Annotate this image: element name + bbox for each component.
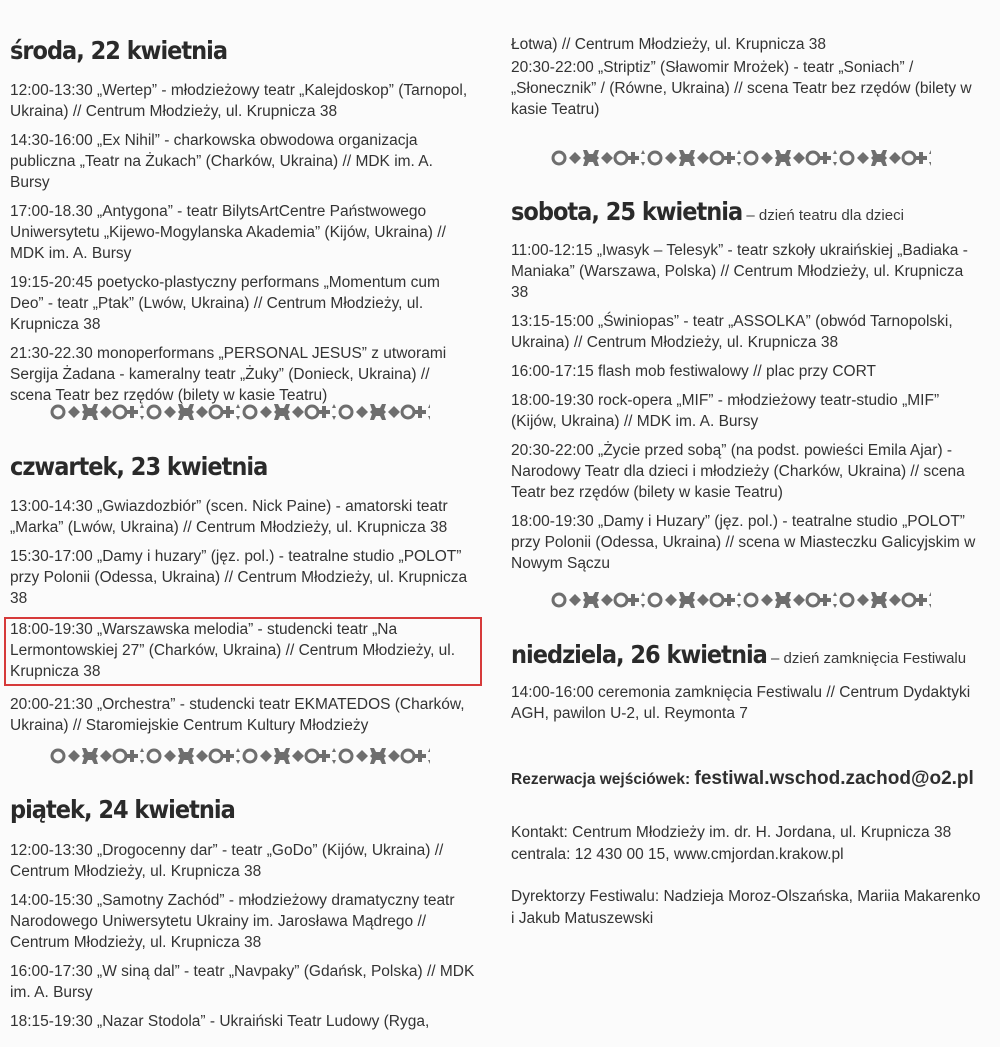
program-entry: 15:30-17:00 „Damy i huzary” (jęz. pol.) - teatralne studio „POLOT” przy Polonii (Odessa, Ukraina) // Centrum Młodzieży, ul. Krupnicza 38 xyxy=(10,548,468,607)
program-entry: 14:00-15:30 „Samotny Zachód” - młodzieżowy dramatyczny teatr Narodowego Uniwersytetu Ukrainy im. Jarosława Mądrego // Centrum Młodzieży, ul. Krupnicza 38 xyxy=(10,892,455,951)
sunday-subtitle: – dzień zamknięcia Festiwalu xyxy=(766,650,967,667)
program-entry: 19:15-20:45 poetycko-plastyczny performans „Momentum cum Deo” - teatr „Ptak” (Lwów, Ukraina) // Centrum Młodzieży, ul. Krupnicza 38 xyxy=(10,274,440,333)
friday-continued-list xyxy=(511,34,981,128)
contact-phone-web: centrala: 12 430 00 15, www.cmjordan.krakow.pl xyxy=(511,846,844,863)
reservation-line xyxy=(511,768,991,790)
program-entry: 20:30-22:00 „Striptiz” (Sławomir Mrożek) - teatr „Soniach” / „Słonecznik” / (Równe, Ukraina) // scena Teatr bez rzędów (bilety w kasie Teatru) xyxy=(511,59,972,118)
program-entry: 13:15-15:00 „Świniopas” - teatr „ASSOLKA” (obwód Tarnopolski, Ukraina) // Centrum Młodzieży, ul. Krupnicza 38 xyxy=(511,313,953,351)
thursday-list xyxy=(10,496,472,744)
friday-list xyxy=(10,840,475,1040)
program-entry: Łotwa) // Centrum Młodzieży, ul. Krupnicza 38 xyxy=(511,36,827,53)
program-entry: 18:00-19:30 rock-opera „MIF” - młodzieżowy teatr-studio „MIF” (Kijów, Ukraina) // MDK im. A. Bursy xyxy=(511,392,940,430)
contact-address: Kontakt: Centrum Młodzieży im. dr. H. Jordana, ul. Krupnicza 38 xyxy=(511,824,952,841)
directors-block xyxy=(511,886,981,930)
folk-ornament-icon xyxy=(50,742,430,770)
reservation-email-link[interactable]: festiwal.wschod.zachod@o2.pl xyxy=(694,768,974,789)
folk-ornament-icon xyxy=(551,144,931,172)
day-heading-wednesday: środa, 22 kwietnia xyxy=(10,36,228,65)
program-entry: 18:00-19:30 „Damy i Huzary” (jęz. pol.) - teatralne studio „POLOT” przy Polonii (Odessa, Ukraina) // scena w Miasteczku Galicyjskim w Nowym Sączu xyxy=(511,513,976,572)
ornament-divider xyxy=(50,398,430,426)
program-entry: 14:30-16:00 „Ex Nihil” - charkowska obwodowa organizacja publiczna „Teatr na Żukach” (Charków, Ukraina) // MDK im. A. Bursy xyxy=(10,132,433,191)
day-heading-sunday xyxy=(511,640,966,674)
program-entry: 21:30-22.30 monoperformans „PERSONAL JESUS” z utworami Sergija Żadana - kameralny teatr „Żuky” (Donieck, Ukraina) // scena Teatr bez rzędów (bilety w kasie Teatru) xyxy=(10,345,447,404)
contact-block xyxy=(511,822,986,866)
folk-ornament-icon xyxy=(50,398,430,426)
program-entry: 12:00-13:30 „Wertep” - młodzieżowy teatr „Kalejdoskop” (Tarnopol, Ukraina) // Centrum Młodzieży, ul. Krupnicza 38 xyxy=(10,82,468,120)
program-entry: 18:15-19:30 „Nazar Stodola” - Ukraiński Teatr Ludowy (Ryga, xyxy=(10,1013,430,1030)
day-heading-thursday: czwartek, 23 kwietnia xyxy=(10,452,268,481)
festival-directors: Dyrektorzy Festiwalu: Nadzieja Moroz-Olszańska, Mariia Makarenko i Jakub Matuszewski xyxy=(511,888,981,927)
program-entry: 17:00-18.30 „Antygona” - teatr BilytsArtCentre Państwowego Uniwersytetu „Kijewo-Mogylanska Akademia” (Kijów, Ukraina) // MDK im. A. Bursy xyxy=(10,203,446,262)
program-entry: 14:00-16:00 ceremonia zamknięcia Festiwalu // Centrum Dydaktyki AGH, pawilon U-2, ul. Reymonta 7 xyxy=(511,684,971,722)
program-entry: 16:00-17:30 „W siną dal” - teatr „Navpaky” (Gdańsk, Polska) // MDK im. A. Bursy xyxy=(10,963,475,1001)
ornament-divider xyxy=(551,144,931,172)
reservation-label: Rezerwacja wejściówek: xyxy=(511,771,695,788)
program-entry: 11:00-12:15 „Iwasyk – Telesyk” - teatr szkoły ukraińskiej „Badiaka -Maniaka” (Warszawa, Polska) // Centrum Młodzieży, ul. Krupnicza 38 xyxy=(511,242,968,301)
saturday-title: sobota, 25 kwietnia xyxy=(511,197,743,226)
saturday-list xyxy=(511,240,981,582)
ornament-divider xyxy=(50,742,430,770)
sunday-title: niedziela, 26 kwietnia xyxy=(511,640,767,669)
day-heading-friday: piątek, 24 kwietnia xyxy=(10,795,235,824)
program-entry: 16:00-17:15 flash mob festiwalowy // plac przy CORT xyxy=(511,363,876,380)
program-entry: 12:00-13:30 „Drogocenny dar” - teatr „GoDo” (Kijów, Ukraina) // Centrum Młodzieży, ul. Krupnicza 38 xyxy=(10,842,444,880)
day-heading-saturday xyxy=(511,197,904,231)
program-entry: 20:00-21:30 „Orchestra” - studencki teatr EKMATEDOS (Charków, Ukraina) // Staromiejskie Centrum Kultury Młodzieży xyxy=(10,696,465,734)
sunday-list xyxy=(511,682,981,732)
wednesday-list xyxy=(10,80,475,414)
program-entry: 20:30-22:00 „Życie przed sobą” (na podst. powieści Emila Ajar) - Narodowy Teatr dla dzieci i młodzieży (Charków, Ukraina) // scena Teatr bez rzędów (bilety w kasie Teatru) xyxy=(511,442,965,501)
folk-ornament-icon xyxy=(551,586,931,614)
program-entry: 13:00-14:30 „Gwiazdozbiór” (scen. Nick Paine) - amatorski teatr „Marka” (Lwów, Ukraina) // Centrum Młodzieży, ul. Krupnicza 38 xyxy=(10,498,448,536)
ornament-divider xyxy=(551,586,931,614)
highlighted-program-entry: 18:00-19:30 „Warszawska melodia” - studencki teatr „Na Lermontowskiej 27” (Charków, Ukraina) // Centrum Młodzieży, ul. Krupnicza 38 xyxy=(4,617,482,686)
saturday-subtitle: – dzień teatru dla dzieci xyxy=(742,207,904,224)
